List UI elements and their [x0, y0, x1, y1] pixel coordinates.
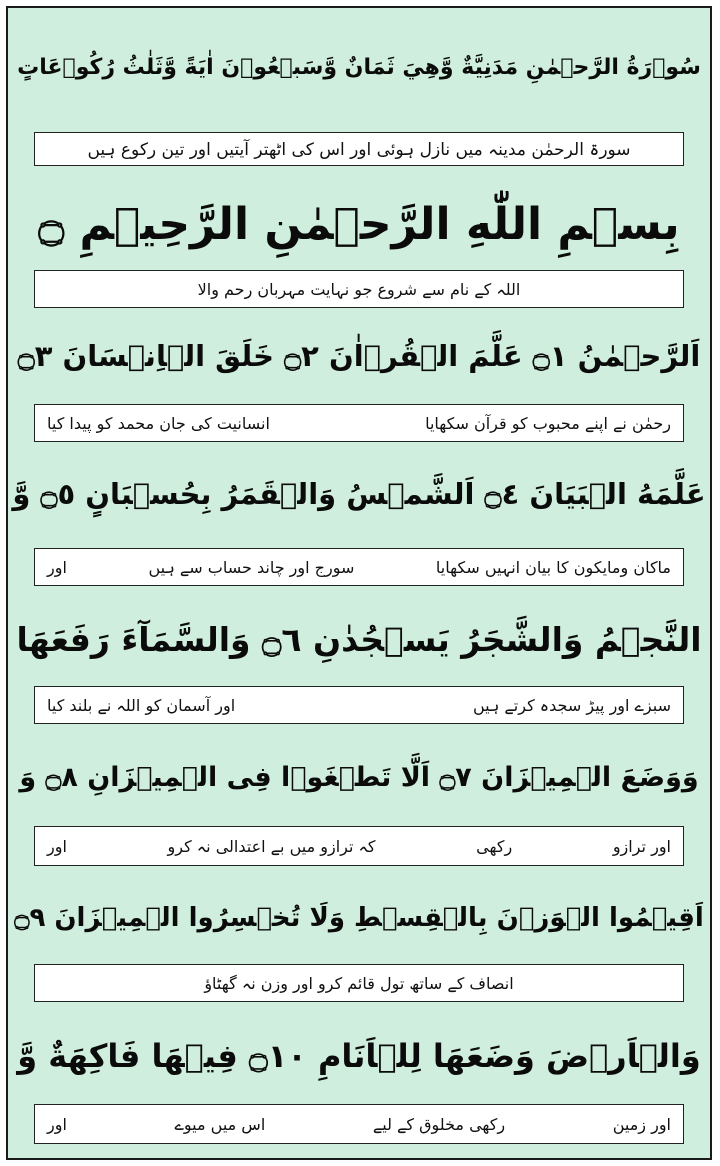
- translation-text: رحمٰن نے اپنے محبوب کو قرآن سکھایا: [425, 413, 671, 433]
- translation-line-1: [34, 404, 684, 442]
- basmala: بِسۡمِ اللّٰهِ الرَّحۡمٰنِ الرَّحِيۡمِ ۝: [38, 199, 680, 250]
- translation-text: کہ ترازو میں بے اعتدالی نہ کرو: [167, 836, 376, 856]
- translation-line-6: [34, 1104, 684, 1144]
- translation-text: سبزے اور پیڑ سجدہ کرتے ہیں: [472, 695, 671, 715]
- translation-text: رکھی: [476, 836, 513, 856]
- translation-text: اور زمین: [612, 1114, 671, 1134]
- basmala-translation: اللہ کے نام سے شروع جو نہایت مہربان رحم والا: [34, 270, 684, 308]
- translation-text: انسانیت کی جان محمد کو پیدا کیا: [47, 413, 270, 433]
- translation-line-3: [34, 686, 684, 724]
- translation-text: ماکان ومایکون کا بیان انہیں سکھایا: [435, 557, 671, 577]
- verse-line-2: عَلَّمَهُ الۡبَيَانَ ۝٤ اَلشَّمۡسُ وَالۡقَمَرُ بِحُسۡبَانٍ ۝٥ وَّ: [12, 477, 706, 511]
- translation-line-5: [34, 964, 684, 1002]
- translation-text: اور آسمان کو اللہ نے بلند کیا: [47, 695, 236, 715]
- mushaf-page: [6, 6, 712, 1160]
- translation-text: اور: [47, 1114, 67, 1134]
- translation-line-2: [34, 548, 684, 586]
- translation-text: اور: [47, 836, 67, 856]
- translation-line-4: [34, 826, 684, 866]
- translation-text: اور ترازو: [612, 836, 671, 856]
- verse-line-3: النَّجۡمُ وَالشَّجَرُ يَسۡجُدٰنِ ۝٦ وَالسَّمَآءَ رَفَعَهَا: [16, 620, 702, 659]
- verse-line-4: وَوَضَعَ الۡمِيۡزَانَ ۝٧ اَلَّا تَطۡغَوۡا فِى الۡمِيۡزَانِ ۝٨ وَ: [19, 762, 699, 793]
- surah-heading: سُوۡرَةُ الرَّحۡمٰنِ مَدَنِيَّةٌ وَّهِيَ ثَمَانٌ وَّسَبۡعُوۡنَ اٰيَةً وَّثَلٰثُ رُكُوۡعَاتٍ: [17, 55, 701, 80]
- translation-text: اور: [47, 557, 67, 577]
- surah-info-box: سورۃ الرحمٰن مدینہ میں نازل ہوئی اور اس کی اٹھتر آیتیں اور تین رکوع ہیں: [34, 132, 684, 166]
- translation-text: سورج اور چاند حساب سے ہیں: [148, 557, 355, 577]
- translation-text: انصاف کے ساتھ تول قائم کرو اور وزن نہ گھٹاؤ: [204, 973, 514, 993]
- translation-text: رکھی مخلوق کے لیے: [372, 1114, 506, 1134]
- verse-line-6: وَالۡاَرۡضَ وَضَعَهَا لِلۡاَنَامِ ۝١٠ فِيۡهَا فَاكِهَةٌ وَّ: [17, 1037, 701, 1075]
- verse-line-5: اَقِيۡمُوا الۡوَزۡنَ بِالۡقِسۡطِ وَلَا تُخۡسِرُوا الۡمِيۡزَانَ ۝٩: [14, 903, 704, 933]
- verse-line-1: اَلرَّحۡمٰنُ ۝١ عَلَّمَ الۡقُرۡاٰنَ ۝٢ خَلَقَ الۡاِنۡسَانَ ۝٣: [17, 339, 701, 373]
- translation-text: اس میں میوے: [174, 1114, 266, 1134]
